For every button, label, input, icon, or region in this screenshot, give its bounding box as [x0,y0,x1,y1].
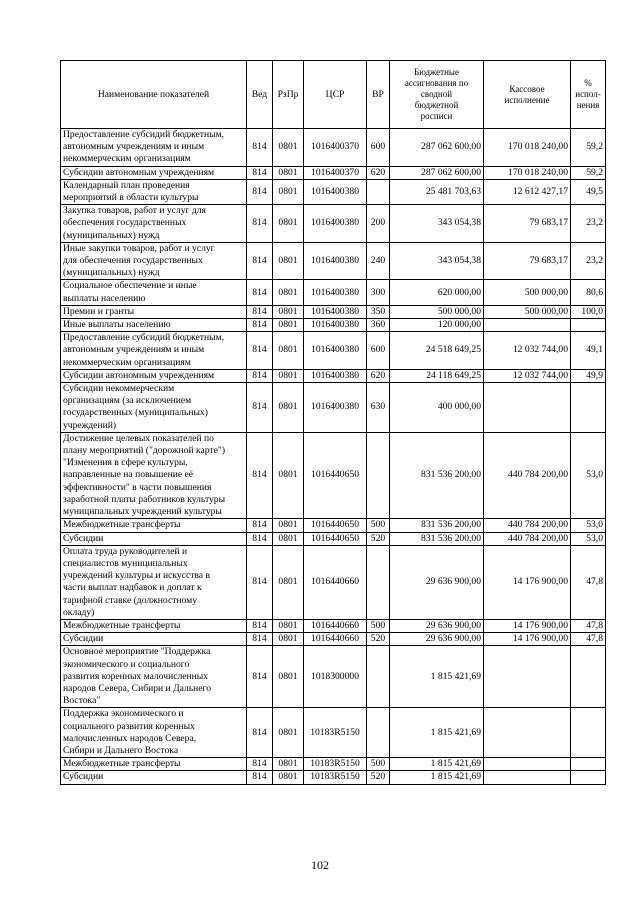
row-name: Субсидии автономным учреждениям [61,166,247,179]
row-budget: 29 636 900,00 [390,619,484,632]
row-pct: 23,2 [571,205,606,243]
header-budget: Бюджетные ассигнования по сводной бюджетной росписи [390,61,484,129]
row-name: Премии и гранты [61,305,247,318]
row-ved: 814 [247,129,273,167]
row-cash: 500 000,00 [484,305,571,318]
row-budget: 831 536 200,00 [390,432,484,518]
row-csr: 1018300000 [304,646,367,708]
table-row [61,129,606,167]
row-budget: 120 000,00 [390,319,484,332]
row-pct [571,319,606,332]
row-budget: 1 815 421,69 [390,708,484,758]
table-row [61,708,606,758]
table-row [61,771,606,784]
row-pct: 49,5 [571,179,606,204]
row-pct: 59,2 [571,129,606,167]
table-row [61,532,606,545]
budget-table [60,60,606,785]
row-cash: 79 683,17 [484,205,571,243]
row-cash [484,771,571,784]
row-vr: 630 [367,383,390,433]
row-name: Календарный план проведения мероприятий в области культуры [61,179,247,204]
table-row [61,383,606,433]
row-csr: 1016400380 [304,280,367,305]
row-rzpr: 0801 [273,166,304,179]
row-budget: 343 054,38 [390,205,484,243]
row-rzpr: 0801 [273,179,304,204]
row-budget: 1 815 421,69 [390,758,484,771]
row-vr: 620 [367,369,390,382]
row-budget: 1 815 421,69 [390,646,484,708]
row-ved: 814 [247,369,273,382]
row-rzpr: 0801 [273,758,304,771]
row-cash: 500 000,00 [484,280,571,305]
table-row [61,619,606,632]
row-budget: 343 054,38 [390,242,484,280]
row-cash [484,708,571,758]
header-row [61,61,606,129]
row-rzpr: 0801 [273,383,304,433]
row-rzpr: 0801 [273,129,304,167]
row-rzpr: 0801 [273,771,304,784]
row-csr: 1016440650 [304,532,367,545]
row-cash: 12 032 744,00 [484,332,571,370]
row-budget: 24 118 649,25 [390,369,484,382]
row-cash: 440 784 200,00 [484,519,571,532]
header-pct: % испол- нения [571,61,606,129]
header-cash: Кассовое исполнение [484,61,571,129]
row-ved: 814 [247,545,273,619]
table-row [61,758,606,771]
row-ved: 814 [247,242,273,280]
row-vr: 360 [367,319,390,332]
row-vr: 500 [367,758,390,771]
row-ved: 814 [247,708,273,758]
row-cash: 14 176 900,00 [484,633,571,646]
row-name: Предоставление субсидий бюджетным, автономным учреждениям и иным некоммерческим организациям [61,129,247,167]
row-vr: 600 [367,129,390,167]
row-pct [571,646,606,708]
row-csr: 1016400380 [304,242,367,280]
row-name: Поддержка экономического и социального развития коренных малочисленных народов Севера, Сибири и Дальнего Востока [61,708,247,758]
row-csr: 1016400380 [304,205,367,243]
row-name: Межбюджетные трансферты [61,619,247,632]
row-cash [484,319,571,332]
row-vr [367,179,390,204]
row-name: Достижение целевых показателей по плану мероприятий ("дорожной карте") "Изменения в сфере культуры, направленные на повышение её эффективности" в части повышения заработной платы работников культуры муниципальных учреждений культуры [61,432,247,518]
row-rzpr: 0801 [273,545,304,619]
row-name: Субсидии автономным учреждениям [61,369,247,382]
row-pct: 53,0 [571,432,606,518]
table-body [61,129,606,785]
row-csr: 1016400380 [304,383,367,433]
row-ved: 814 [247,633,273,646]
row-vr: 300 [367,280,390,305]
table-row [61,305,606,318]
row-pct [571,758,606,771]
row-pct: 53,0 [571,532,606,545]
row-vr: 500 [367,619,390,632]
row-pct: 53,0 [571,519,606,532]
row-csr: 1016400380 [304,332,367,370]
row-csr: 1016440660 [304,619,367,632]
row-budget: 29 636 900,00 [390,545,484,619]
row-rzpr: 0801 [273,280,304,305]
table-row [61,332,606,370]
row-pct: 49,9 [571,369,606,382]
table-row [61,166,606,179]
row-name: Межбюджетные трансферты [61,519,247,532]
row-budget: 831 536 200,00 [390,519,484,532]
row-csr: 1016400370 [304,129,367,167]
row-cash: 12 612 427,17 [484,179,571,204]
header-name: Наименование показателей [61,61,247,129]
row-name: Субсидии [61,532,247,545]
row-name: Субсидии некоммерческим организациям (за исключением государственных (муниципальных) учреждений) [61,383,247,433]
row-pct: 23,2 [571,242,606,280]
row-ved: 814 [247,166,273,179]
row-csr: 10183R5150 [304,708,367,758]
row-csr: 10183R5150 [304,758,367,771]
table-row [61,633,606,646]
row-cash: 170 018 240,00 [484,166,571,179]
row-cash: 440 784 200,00 [484,432,571,518]
row-pct: 47,8 [571,619,606,632]
row-name: Субсидии [61,633,247,646]
row-vr: 520 [367,532,390,545]
row-csr: 1016440660 [304,633,367,646]
row-pct [571,771,606,784]
row-csr: 1016440650 [304,432,367,518]
row-budget: 500 000,00 [390,305,484,318]
table-row [61,280,606,305]
row-vr: 200 [367,205,390,243]
row-csr: 10183R5150 [304,771,367,784]
row-rzpr: 0801 [273,242,304,280]
row-pct: 100,0 [571,305,606,318]
row-csr: 1016440660 [304,545,367,619]
row-vr: 520 [367,771,390,784]
row-vr [367,545,390,619]
row-ved: 814 [247,305,273,318]
row-pct [571,383,606,433]
row-vr: 520 [367,633,390,646]
row-rzpr: 0801 [273,519,304,532]
row-ved: 814 [247,332,273,370]
row-cash [484,758,571,771]
row-budget: 831 536 200,00 [390,532,484,545]
row-name: Иные выплаты населению [61,319,247,332]
row-cash: 440 784 200,00 [484,532,571,545]
row-budget: 287 062 600,00 [390,166,484,179]
row-csr: 1016440650 [304,519,367,532]
budget-execution-sheet [60,60,605,785]
row-vr [367,708,390,758]
row-ved: 814 [247,432,273,518]
table-row [61,319,606,332]
row-vr: 240 [367,242,390,280]
page-number: 102 [311,858,329,872]
row-pct [571,708,606,758]
table-row [61,205,606,243]
row-name: Закупка товаров, работ и услуг для обеспечения государственных (муниципальных) нужд [61,205,247,243]
row-ved: 814 [247,619,273,632]
row-name: Основное мероприятие "Поддержка экономического и социального развития коренных малочисленных народов Севера, Сибири и Дальнего Востока" [61,646,247,708]
row-ved: 814 [247,179,273,204]
row-pct: 59,2 [571,166,606,179]
row-budget: 620 000,00 [390,280,484,305]
row-pct: 80,6 [571,280,606,305]
row-budget: 287 062 600,00 [390,129,484,167]
row-name: Оплата труда руководителей и специалистов муниципальных учреждений культуры и искусства в части выплат надбавок и доплат к тарифной ставке (должностному окладу) [61,545,247,619]
table-row [61,432,606,518]
row-pct: 47,8 [571,633,606,646]
row-vr [367,646,390,708]
row-ved: 814 [247,319,273,332]
row-cash [484,383,571,433]
row-ved: 814 [247,771,273,784]
row-rzpr: 0801 [273,633,304,646]
row-vr: 600 [367,332,390,370]
row-rzpr: 0801 [273,619,304,632]
row-budget: 400 000,00 [390,383,484,433]
row-cash [484,646,571,708]
table-row [61,242,606,280]
row-ved: 814 [247,205,273,243]
row-name: Социальное обеспечение и иные выплаты населению [61,280,247,305]
row-ved: 814 [247,383,273,433]
row-budget: 25 481 703,63 [390,179,484,204]
row-ved: 814 [247,519,273,532]
row-cash: 14 176 900,00 [484,619,571,632]
table-row [61,545,606,619]
row-ved: 814 [247,758,273,771]
row-rzpr: 0801 [273,432,304,518]
row-csr: 1016400370 [304,166,367,179]
row-rzpr: 0801 [273,332,304,370]
row-cash: 14 176 900,00 [484,545,571,619]
table-row [61,519,606,532]
row-budget: 1 815 421,69 [390,771,484,784]
row-vr [367,432,390,518]
row-cash: 170 018 240,00 [484,129,571,167]
row-ved: 814 [247,280,273,305]
header-csr: ЦСР [304,61,367,129]
row-vr: 500 [367,519,390,532]
header-rzpr: РзПр [273,61,304,129]
row-name: Межбюджетные трансферты [61,758,247,771]
row-ved: 814 [247,532,273,545]
row-budget: 24 518 649,25 [390,332,484,370]
header-vr: ВР [367,61,390,129]
row-rzpr: 0801 [273,205,304,243]
row-pct: 49,1 [571,332,606,370]
row-vr: 620 [367,166,390,179]
row-name: Предоставление субсидий бюджетным, автономным учреждениям и иным некоммерческим организациям [61,332,247,370]
row-cash: 79 683,17 [484,242,571,280]
row-rzpr: 0801 [273,646,304,708]
row-rzpr: 0801 [273,305,304,318]
row-csr: 1016400380 [304,305,367,318]
row-pct: 47,8 [571,545,606,619]
row-csr: 1016400380 [304,319,367,332]
row-vr: 350 [367,305,390,318]
table-row [61,646,606,708]
row-rzpr: 0801 [273,319,304,332]
row-rzpr: 0801 [273,369,304,382]
row-rzpr: 0801 [273,708,304,758]
header-ved: Вед [247,61,273,129]
row-budget: 29 636 900,00 [390,633,484,646]
row-rzpr: 0801 [273,532,304,545]
row-name: Иные закупки товаров, работ и услуг для обеспечения государственных (муниципальных) нужд [61,242,247,280]
row-name: Субсидии [61,771,247,784]
row-ved: 814 [247,646,273,708]
table-row [61,369,606,382]
row-cash: 12 032 744,00 [484,369,571,382]
row-csr: 1016400380 [304,179,367,204]
row-csr: 1016400380 [304,369,367,382]
table-row [61,179,606,204]
